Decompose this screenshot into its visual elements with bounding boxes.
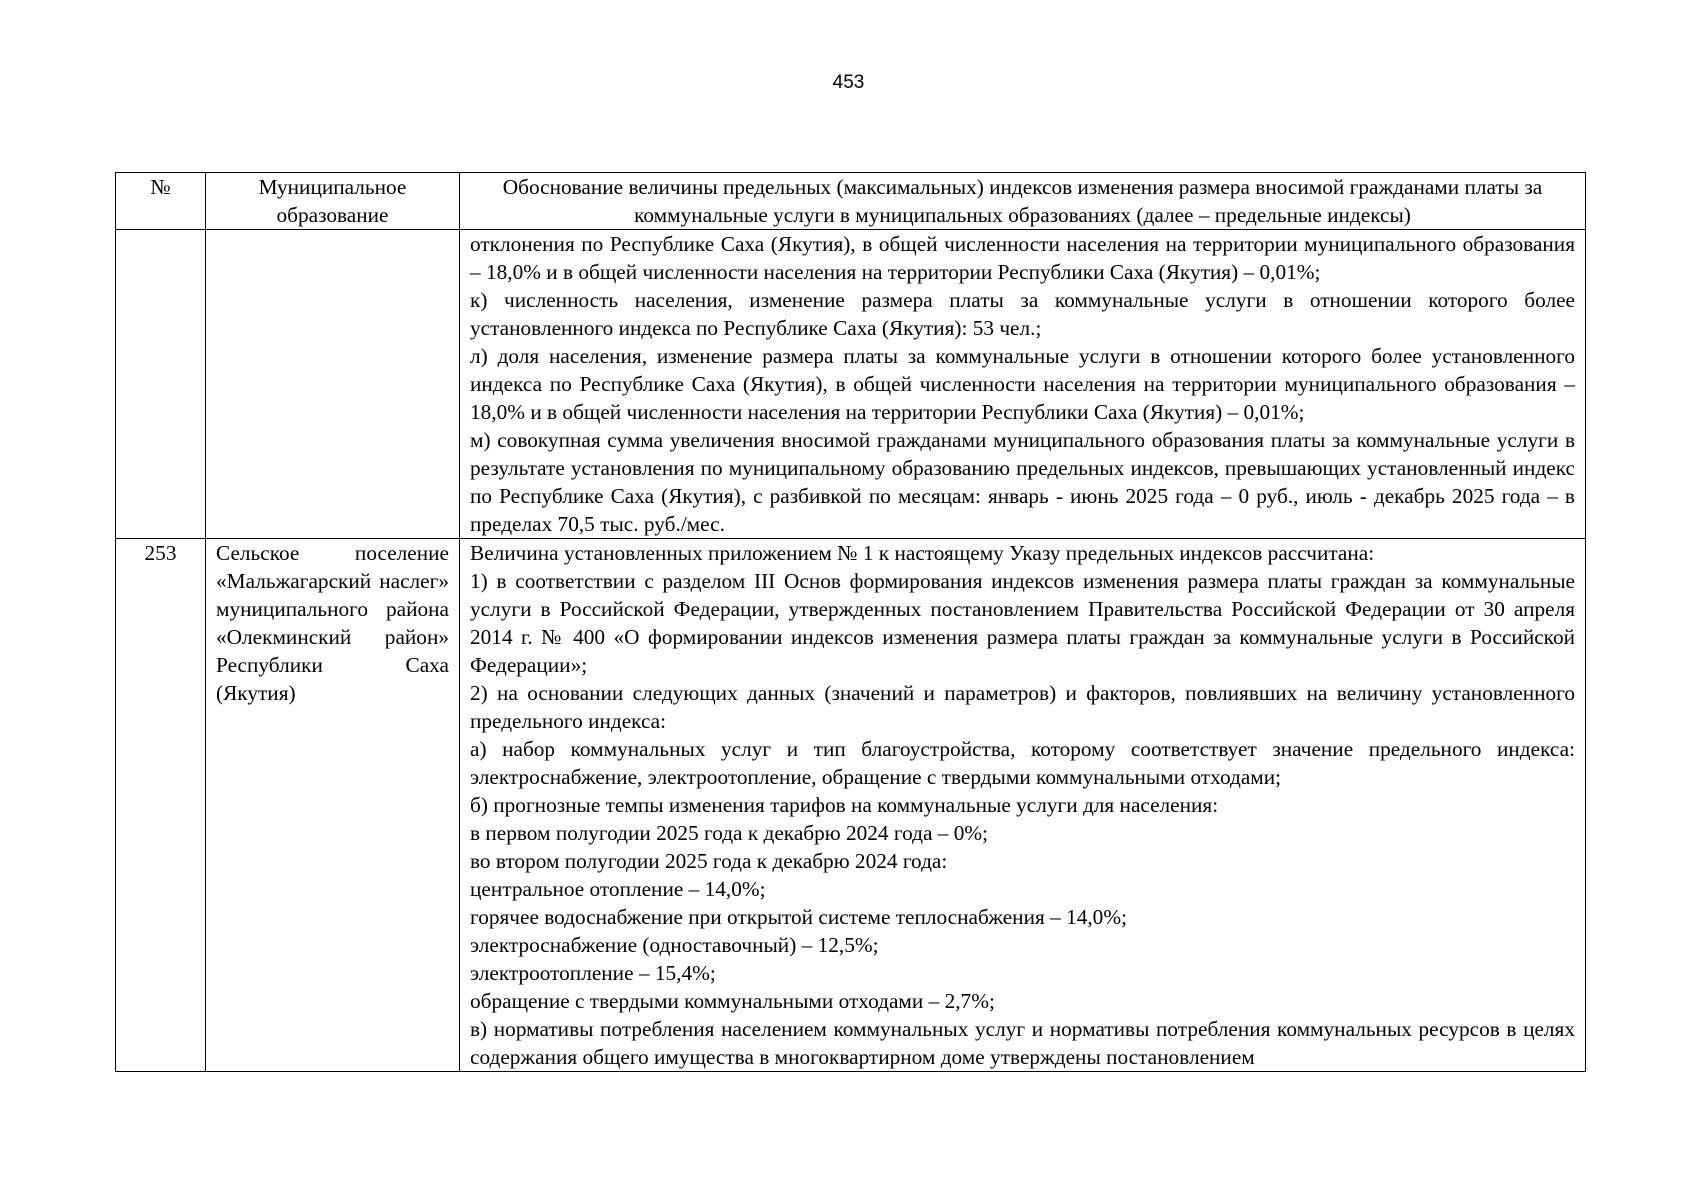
row-justification	[460, 539, 1586, 1072]
row-number: 253	[116, 539, 206, 1072]
paragraph: 2) на основании следующих данных (значений и параметров) и факторов, повлиявших на величину установленного предельного индекса:	[470, 681, 1575, 733]
row-municipality: Сельское поселение «Мальжагарский наслег» муниципального района «Олекминский район» Республики Саха (Якутия)	[206, 539, 460, 1072]
paragraph: Величина установленных приложением № 1 к настоящему Указу предельных индексов рассчитана:	[470, 541, 1375, 565]
paragraph: м) совокупная сумма увеличения вносимой гражданами муниципального образования платы за коммунальные услуги в результате установления по муниципальному образованию предельных индексов, превышающих установленный индекс по Республике Саха (Якутия), с разбивкой по месяцам: январь - июнь 2025 года – 0 руб., июль - декабрь 2025 года – в пределах 70,5 тыс. руб./мес.	[470, 428, 1575, 536]
justification-table	[115, 172, 1586, 1072]
paragraph: обращение с твердыми коммунальными отходами – 2,7%;	[470, 989, 995, 1013]
paragraph: л) доля населения, изменение размера платы за коммунальные услуги в отношении которого более установленного индекса по Республике Саха (Якутия), в общей численности населения на территории муниципального образования – 18,0% и в общей численности населения на территории Республики Саха (Якутия) – 0,01%;	[470, 344, 1575, 424]
header-justification: Обоснование величины предельных (максимальных) индексов изменения размера вносимой гражданами платы за коммунальные услуги в муниципальных образованиях (далее – предельные индексы)	[460, 173, 1586, 230]
table-row	[116, 539, 1586, 1072]
paragraph: электроснабжение (одноставочный) – 12,5%;	[470, 933, 879, 957]
paragraph: в первом полугодии 2025 года к декабрю 2024 года – 0%;	[470, 821, 989, 845]
table-header-row	[116, 173, 1586, 230]
paragraph: к) численность населения, изменение размера платы за коммунальные услуги в отношении которого более установленного индекса по Республике Саха (Якутия): 53 чел.;	[470, 288, 1575, 340]
paragraph: б) прогнозные темпы изменения тарифов на коммунальные услуги для населения:	[470, 793, 1219, 817]
row-justification	[460, 230, 1586, 539]
header-municipality: Муниципальное образование	[206, 173, 460, 230]
page-number: 453	[832, 72, 865, 93]
paragraph: а) набор коммунальных услуг и тип благоустройства, которому соответствует значение предельного индекса: электроснабжение, электроотопление, обращение с твердыми коммунальными отходами;	[470, 737, 1575, 789]
paragraph: электроотопление – 15,4%;	[470, 961, 716, 985]
paragraph: в) нормативы потребления населением коммунальных услуг и нормативы потребления коммунальных ресурсов в целях содержания общего имущества в многоквартирном доме утверждены постановлением	[470, 1017, 1575, 1069]
paragraph: центральное отопление – 14,0%;	[470, 877, 766, 901]
row-number	[116, 230, 206, 539]
paragraph: отклонения по Республике Саха (Якутия), в общей численности населения на территории муниципального образования – 18,0% и в общей численности населения на территории Республики Саха (Якутия) – 0,01%;	[470, 232, 1575, 284]
paragraph: горячее водоснабжение при открытой системе теплоснабжения – 14,0%;	[470, 905, 1127, 929]
paragraph: 1) в соответствии с разделом III Основ формирования индексов изменения размера платы граждан за коммунальные услуги в Российской Федерации, утвержденных постановлением Правительства Российской Федерации от 30 апреля 2014 г. № 400 «О формировании индексов изменения размера платы граждан за коммунальные услуги в Российской Федерации»;	[470, 569, 1575, 677]
row-municipality	[206, 230, 460, 539]
header-number: №	[116, 173, 206, 230]
table-row	[116, 230, 1586, 539]
paragraph: во втором полугодии 2025 года к декабрю 2024 года:	[470, 849, 948, 873]
